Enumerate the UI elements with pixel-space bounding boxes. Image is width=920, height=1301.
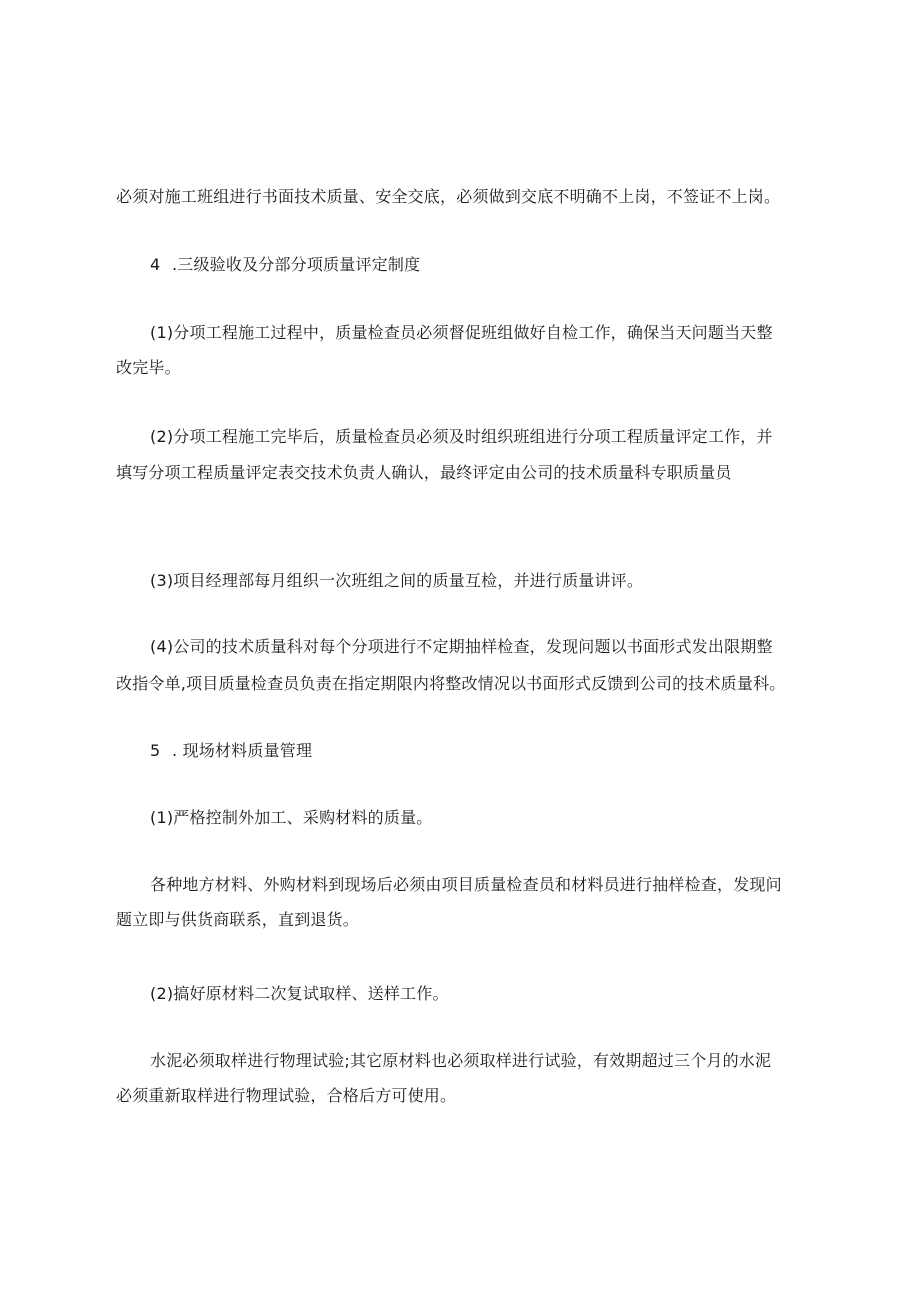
section-number: 4 [150, 255, 161, 274]
list-item-line: (1)严格控制外加工、采购材料的质量。 [150, 808, 433, 827]
list-item-line: (2)搞好原材料二次复试取样、送样工作。 [150, 984, 449, 1003]
list-item-line: 改完毕。 [116, 358, 181, 377]
section-heading-5 [150, 740, 312, 762]
paragraph-line: 水泥必须取样进行物理试验;其它原材料也必须取样进行试验，有效期超过三个月的水泥 [150, 1051, 772, 1070]
section-title: .三级验收及分部分项质量评定制度 [172, 255, 421, 274]
paragraph-line: 必须重新取样进行物理试验，合格后方可使用。 [116, 1086, 457, 1105]
paragraph-line: 必须对施工班组进行书面技术质量、安全交底，必须做到交底不明确不上岗，不签证不上岗。 [116, 187, 781, 206]
list-item-line: (2)分项工程施工完毕后，质量检查员必须及时组织班组进行分项工程质量评定工作，并 [150, 427, 773, 446]
list-item-line: (4)公司的技术质量科对每个分项进行不定期抽样检查，发现问题以书面形式发出限期整 [150, 637, 773, 656]
section-title: . 现场材料质量管理 [172, 741, 313, 760]
section-number: 5 [150, 741, 161, 760]
list-item-line: 改指令单,项目质量检查员负责在指定期限内将整改情况以书面形式反馈到公司的技术质量科。 [116, 674, 786, 693]
paragraph-line: 题立即与供货商联系，直到退货。 [116, 910, 360, 929]
list-item-line: 填写分项工程质量评定表交技术负责人确认，最终评定由公司的技术质量科专职质量员 [116, 463, 732, 482]
list-item-line: (1)分项工程施工过程中，质量检查员必须督促班组做好自检工作，确保当天问题当天整 [150, 323, 773, 342]
list-item-line: (3)项目经理部每月组织一次班组之间的质量互检，并进行质量讲评。 [150, 571, 644, 590]
paragraph-line: 各种地方材料、外购材料到现场后必须由项目质量检查员和材料员进行抽样检查，发现问 [150, 875, 782, 894]
section-heading-4 [150, 254, 420, 276]
